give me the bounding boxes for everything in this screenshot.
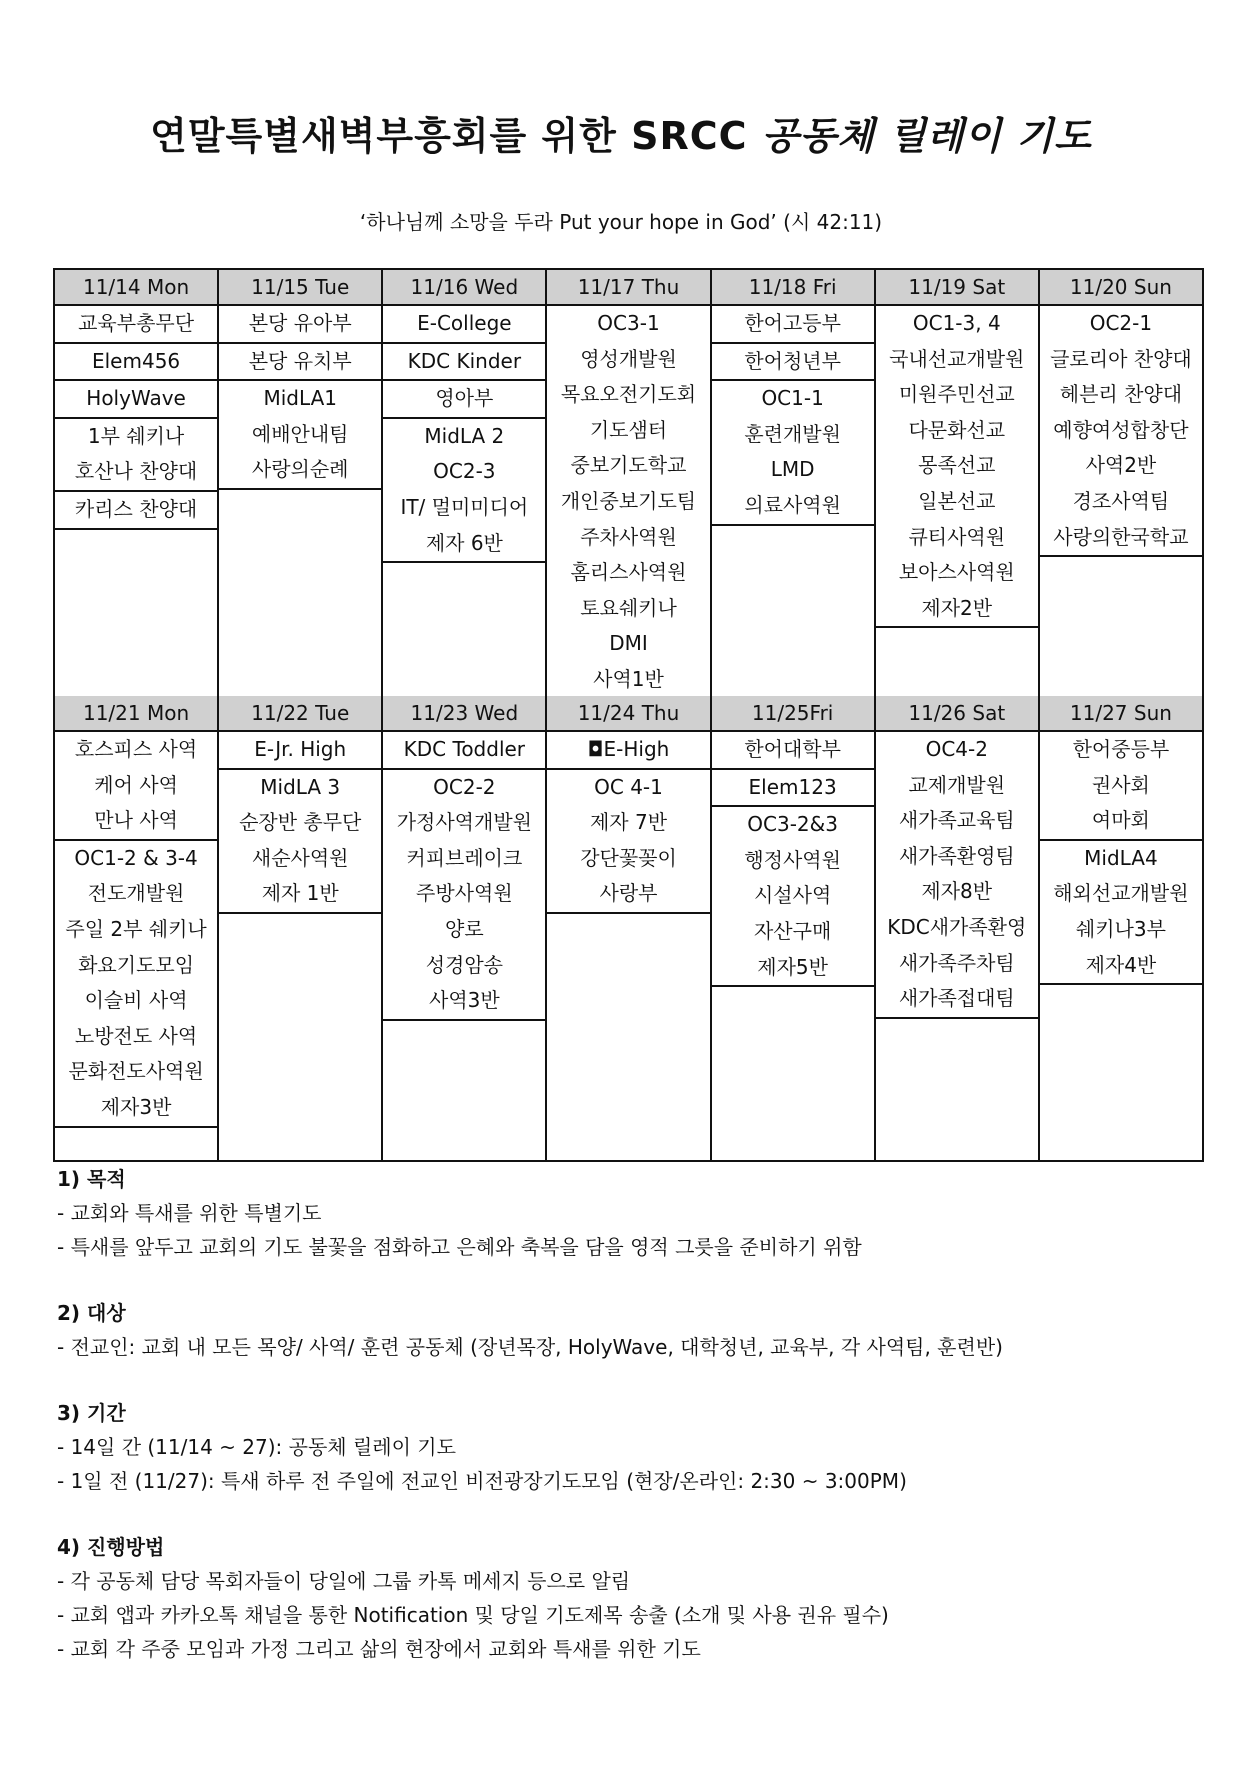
schedule-group [712, 770, 874, 808]
day-column [712, 732, 876, 1160]
notes-section [57, 1162, 1197, 1666]
schedule-item: 목요오전기도회 [560, 382, 697, 407]
schedule-group [55, 492, 217, 530]
schedule-item: 주일 2부 쉐키나 [65, 916, 207, 941]
schedule-item: 사랑부 [599, 881, 658, 906]
schedule-item: 일본선교 [918, 488, 996, 513]
day-header: 11/20 Sun [1069, 275, 1172, 299]
schedule-item: 양로 [445, 916, 484, 941]
schedule-item: 사역3반 [429, 988, 500, 1013]
schedule-item: 카리스 찬양대 [74, 496, 198, 521]
schedule-group [219, 732, 381, 770]
schedule-item: 기도샘터 [589, 417, 668, 442]
section-heading: 4) 진행방법 [57, 1535, 165, 1559]
schedule-item: 강단꽃꽂이 [580, 845, 677, 870]
schedule-week-1 [53, 268, 1204, 702]
schedule-group [383, 306, 545, 344]
day-header: 11/19 Sat [876, 270, 1040, 304]
schedule-group [712, 306, 874, 344]
schedule-item: 쉐키나3부 [1075, 916, 1166, 941]
schedule-item: IT/ 멀미미디어 [400, 494, 529, 519]
section-line: - 전교인: 교회 내 모든 목양/ 사역/ 훈련 공동체 (장년목장, HolyWave, 대학청년, 교육부, 각 사역팀, 훈련반) [57, 1335, 1003, 1359]
schedule-item: 가정사역개발원 [396, 810, 532, 835]
schedule-item: 제자 6반 [425, 530, 503, 555]
schedule-item: 교제개발원 [908, 772, 1006, 797]
schedule-item: 만나 사역 [94, 808, 178, 833]
schedule-item: 해외선교개발원 [1053, 881, 1189, 906]
schedule-item: 제자5반 [757, 954, 828, 979]
schedule-item: 새가족접대팀 [898, 986, 1015, 1011]
section-line: - 교회 앱과 카카오톡 채널을 통한 Notification 및 당일 기도제목 송출 (소개 및 사용 권유 필수) [57, 1603, 889, 1627]
schedule-item: OC 4-1 [594, 774, 663, 799]
schedule-item: Elem123 [748, 774, 837, 799]
schedule-item: 호스피스 사역 [74, 737, 198, 761]
day-header: 11/17 Thu [547, 270, 711, 304]
schedule-item: 자산구매 [753, 918, 832, 943]
schedule-item: MidLA4 [1084, 845, 1158, 870]
schedule-item: 사랑의순례 [251, 457, 349, 482]
schedule-item: Elem456 [91, 348, 181, 373]
schedule-item: OC1-3, 4 [912, 311, 1001, 335]
schedule-group [876, 732, 1038, 1019]
schedule-group [219, 306, 381, 344]
schedule-item: 호산나 찬양대 [74, 459, 198, 484]
schedule-item: 영성개발원 [580, 346, 677, 371]
schedule-item: 제자4반 [1085, 952, 1157, 977]
section-spacer [57, 1498, 1197, 1530]
schedule-item: 개인중보기도팀 [560, 488, 697, 513]
schedule-group [383, 732, 545, 770]
title-handwritten: 공동체 릴레이 기도 [761, 113, 1092, 158]
day-column [383, 732, 547, 1160]
schedule-group [712, 807, 874, 987]
schedule-group [383, 419, 545, 563]
day-column [383, 306, 547, 700]
schedule-group [55, 344, 217, 382]
schedule-item: 화요기도모임 [78, 952, 195, 977]
schedule-item: 보아스사역원 [898, 560, 1015, 585]
schedule-item: 권사회 [1091, 772, 1150, 797]
schedule-item: 몽족선교 [918, 453, 996, 478]
schedule-item: 새순사역원 [251, 845, 349, 870]
section-heading: 2) 대상 [57, 1301, 126, 1325]
day-header: 11/26 Sat [876, 696, 1040, 730]
schedule-item: 전도개발원 [87, 881, 185, 906]
day-column [1040, 306, 1202, 700]
schedule-group [383, 770, 545, 1021]
day-header: 11/18 Fri [712, 270, 876, 304]
schedule-item: 주방사역원 [416, 881, 513, 906]
schedule-item: 훈련개발원 [744, 421, 841, 446]
schedule-item: OC1-1 [761, 386, 824, 411]
week-2-body-row [55, 732, 1202, 1162]
day-column [876, 732, 1040, 1160]
day-column [219, 306, 383, 700]
day-header: 11/22 Tue [219, 696, 383, 730]
day-header: 11/14 Mon [55, 270, 219, 304]
section-spacer [57, 1364, 1197, 1396]
schedule-item: 제자 7반 [589, 810, 668, 835]
schedule-group [219, 344, 381, 382]
day-header: 11/25Fri [712, 696, 876, 730]
week-1-body-row [55, 306, 1202, 702]
schedule-group [55, 732, 217, 841]
schedule-item: 시설사역 [753, 883, 832, 908]
week-1-header-row [55, 270, 1202, 306]
section-heading: 3) 기간 [57, 1401, 126, 1425]
schedule-group [712, 381, 874, 525]
schedule-group [1040, 732, 1202, 841]
schedule-week-2 [53, 696, 1204, 1162]
schedule-group [55, 306, 217, 344]
schedule-item: 제자8반 [921, 879, 993, 904]
schedule-item: HolyWave [86, 386, 186, 411]
day-header: 11/24 Thu [547, 696, 711, 730]
day-column [55, 306, 219, 700]
day-column [219, 732, 383, 1160]
schedule-group [383, 344, 545, 382]
schedule-item: 토요쉐키나 [580, 595, 677, 620]
section-line: - 교회 각 주중 모임과 가정 그리고 삶의 현장에서 교회와 특새를 위한 기도 [57, 1637, 701, 1661]
schedule-item: 사역1반 [593, 666, 664, 691]
schedule-item: 노방전도 사역 [74, 1023, 198, 1048]
schedule-group [55, 419, 217, 492]
schedule-item: KDC Toddler [403, 737, 526, 761]
schedule-item: 국내선교개발원 [889, 346, 1025, 371]
schedule-group [547, 770, 709, 914]
day-header: 11/15 Tue [219, 270, 383, 304]
schedule-item: 케어 사역 [94, 772, 178, 797]
schedule-item: E-College [417, 311, 512, 335]
schedule-group [547, 306, 709, 700]
schedule-item: MidLA 2 [424, 423, 505, 448]
section-line: - 14일 간 (11/14 ~ 27): 공동체 릴레이 기도 [57, 1435, 456, 1459]
day-column [876, 306, 1040, 700]
schedule-item: 제자2반 [921, 595, 993, 620]
schedule-item: 행정사역원 [744, 847, 841, 872]
schedule-group [219, 381, 381, 490]
section-line: - 교회와 특새를 위한 특별기도 [57, 1201, 322, 1225]
schedule-item: 본당 유치부 [248, 348, 352, 373]
schedule-item: 한어청년부 [744, 348, 841, 373]
day-column [55, 732, 219, 1160]
schedule-item: OC2-1 [1089, 311, 1153, 335]
schedule-item: OC1-2 & 3-4 [74, 845, 198, 870]
schedule-item: 커피브레이크 [406, 845, 523, 870]
day-column [547, 306, 711, 700]
subtitle: ‘하나님께 소망을 두라 Put your hope in God’ (시 42:11) [359, 210, 883, 234]
schedule-item: 교육부총무단 [78, 311, 195, 335]
schedule-item: MidLA1 [263, 386, 337, 411]
schedule-item: 한어고등부 [744, 311, 841, 335]
day-column [547, 732, 711, 1160]
schedule-group [219, 770, 381, 914]
schedule-group [547, 732, 709, 770]
schedule-item: 새가족교육팀 [898, 808, 1015, 833]
schedule-item: LMD [770, 457, 815, 482]
schedule-item: 순장반 총무단 [239, 810, 362, 835]
schedule-group [55, 381, 217, 419]
day-column [712, 306, 876, 700]
schedule-item: 영아부 [435, 386, 494, 411]
schedule-item: 중보기도학교 [570, 453, 687, 478]
schedule-group [55, 841, 217, 1128]
schedule-item: KDC새가족환영 [887, 914, 1027, 939]
schedule-item: 홈리스사역원 [570, 560, 687, 585]
section-line: - 1일 전 (11/27): 특새 하루 전 주일에 전교인 비전광장기도모임 (현장/온라인: 2:30 ~ 3:00PM) [57, 1469, 907, 1493]
schedule-item: 제자 1반 [261, 881, 339, 906]
week-2-header-row [55, 696, 1202, 732]
day-header: 11/27 Sun [1069, 701, 1172, 725]
schedule-group [712, 344, 874, 382]
section-heading: 1) 목적 [57, 1167, 126, 1191]
schedule-item: 새가족환영팀 [898, 843, 1015, 868]
schedule-item: 글로리아 찬양대 [1050, 346, 1192, 371]
day-header: 11/16 Wed [383, 270, 547, 304]
schedule-item: 사랑의한국학교 [1053, 524, 1189, 549]
schedule-item: 예배안내팀 [251, 421, 349, 446]
schedule-item: 의료사역원 [744, 492, 841, 517]
schedule-item: OC3-1 [597, 311, 660, 335]
schedule-item: 새가족주차팀 [898, 950, 1015, 975]
schedule-item: OC2-2 [433, 774, 496, 799]
day-header: 11/21 Mon [55, 696, 219, 730]
schedule-item: OC4-2 [925, 737, 988, 761]
schedule-group [383, 381, 545, 419]
schedule-item: 문화전도사역원 [68, 1059, 204, 1084]
schedule-item: 한어중등부 [1072, 737, 1170, 761]
schedule-item: 예향여성합창단 [1053, 417, 1189, 442]
schedule-item: OC3-2&3 [747, 812, 838, 837]
schedule-item: 경조사역팀 [1072, 488, 1170, 513]
schedule-item: 여마회 [1091, 808, 1150, 833]
schedule-group [876, 306, 1038, 628]
schedule-item: OC2-3 [433, 459, 496, 484]
schedule-item: 주차사역원 [580, 524, 677, 549]
schedule-item: 본당 유아부 [248, 311, 352, 335]
schedule-item: DMI [609, 631, 648, 656]
day-column [1040, 732, 1202, 1160]
schedule-item: ◘E-High [587, 737, 670, 761]
section-spacer [57, 1264, 1197, 1296]
schedule-item: 1부 쉐키나 [87, 423, 185, 448]
schedule-item: 사역2반 [1085, 453, 1157, 478]
title-main: 연말특별새벽부흥회를 위한 SRCC [150, 114, 748, 158]
schedule-group [1040, 306, 1202, 557]
schedule-item: 제자3반 [100, 1094, 172, 1119]
schedule-item: 큐티사역원 [908, 524, 1006, 549]
day-header: 11/23 Wed [383, 696, 547, 730]
schedule-item: 한어대학부 [744, 737, 841, 761]
schedule-item: 이슬비 사역 [84, 988, 188, 1013]
schedule-item: 미원주민선교 [898, 382, 1015, 407]
schedule-item: 헤븐리 찬양대 [1059, 382, 1183, 407]
schedule-item: E-Jr. High [254, 737, 347, 761]
schedule-group [712, 732, 874, 770]
schedule-item: 성경암송 [425, 952, 503, 977]
schedule-item: KDC Kinder [407, 348, 522, 373]
section-line: - 각 공동체 담당 목회자들이 당일에 그룹 카톡 메세지 등으로 알림 [57, 1569, 631, 1593]
schedule-item: 다문화선교 [908, 417, 1006, 442]
schedule-group [1040, 841, 1202, 985]
section-line: - 특새를 앞두고 교회의 기도 불꽃을 점화하고 은혜와 축복을 담을 영적 그릇을 준비하기 위함 [57, 1235, 862, 1259]
page-title [0, 105, 1242, 160]
schedule-item: MidLA 3 [260, 774, 341, 799]
